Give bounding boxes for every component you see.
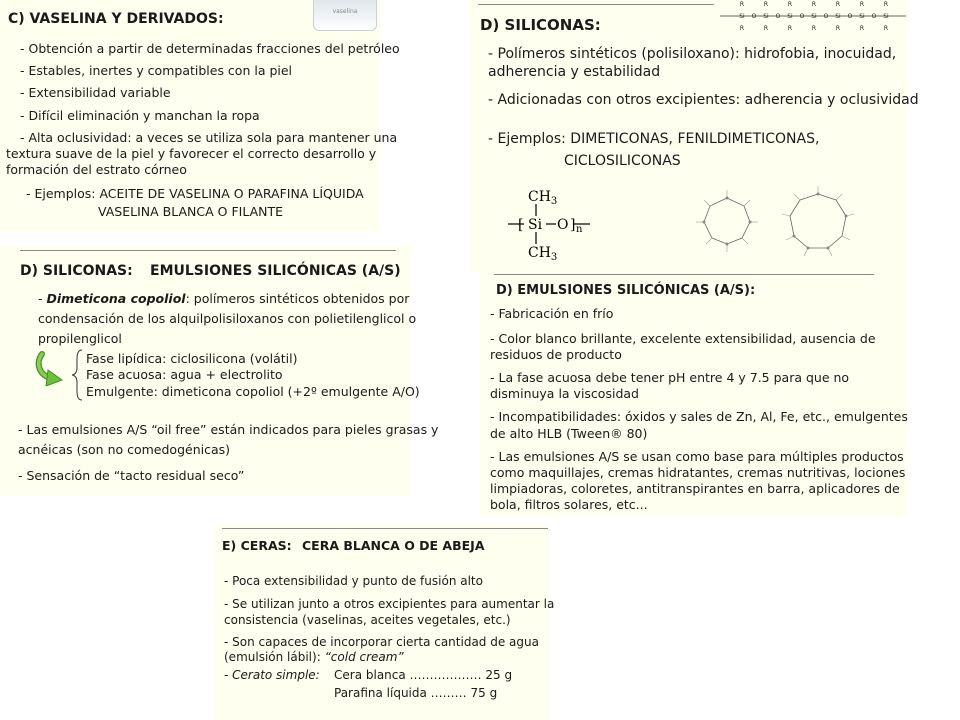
emul-item-11: bola, filtros solares, etc... — [490, 497, 648, 512]
chain-si: Si — [787, 13, 793, 20]
ceras-title: E) CERAS: — [222, 538, 292, 553]
chain-si: Si — [859, 13, 865, 20]
chain-r-bottom: R — [739, 25, 745, 32]
ceras-rule — [222, 528, 548, 529]
chain-r-bottom: R — [835, 25, 841, 32]
ceras-item-3: consistencia (vaselinas, aceites vegetales, etc.) — [224, 613, 511, 627]
chain-r-top: R — [835, 1, 841, 8]
vaselina-ejemplos-2: VASELINA BLANCA O FILANTE — [98, 204, 284, 219]
chain-r-top: R — [859, 1, 865, 8]
ceras-item-5 — [224, 649, 404, 666]
emul-item-10: limpiadoras, coloretes, antitranspirantes en barra, aplicadores de — [490, 481, 900, 496]
emulgente: Emulgente: dimeticona copoliol (+2º emulgente A/O) — [86, 384, 420, 399]
emul-item-5: disminuya la viscosidad — [490, 386, 639, 401]
chain-r-bottom: R — [811, 25, 817, 32]
vaselina-ejemplos: - Ejemplos: ACEITE DE VASELINA O PARAFINA LÍQUIDA — [26, 186, 364, 201]
siliconas-item-3: - Adicionadas con otros excipientes: adherencia y oclusividad — [488, 92, 919, 108]
siliconas-title: D) SILICONAS: — [480, 16, 601, 34]
panel-ceras — [214, 524, 555, 720]
bottle-label: vaselina — [332, 8, 358, 15]
cold-cream: “cold cream” — [324, 650, 404, 664]
panel-emulsiones-right — [480, 272, 908, 516]
panel-vaselina — [0, 0, 400, 232]
emul-item-9: como maquillajes, cremas hidratantes, cremas nutritivas, lociones — [490, 465, 906, 480]
emulsiones-left-title: D) SILICONAS: — [20, 263, 133, 279]
cerato-label: - Cerato simple: — [224, 668, 320, 682]
formula-o: O — [557, 217, 569, 233]
dimethicone-formula — [504, 184, 604, 264]
chain-r-top: R — [883, 1, 889, 8]
dimeticona-line: - Dimeticona copoliol: polímeros sintéticos obtenidos por — [38, 291, 410, 306]
tacto-line: - Sensación de “tacto residual seco” — [18, 468, 245, 483]
formula-bracket-right: ] — [570, 217, 576, 233]
chain-o: O — [847, 13, 853, 20]
ceras-item-5-text: (emulsión lábil): — [224, 650, 321, 664]
vaselina-item-3: - Extensibilidad variable — [20, 85, 171, 100]
ceras-subtitle: CERA BLANCA O DE ABEJA — [302, 538, 485, 553]
chain-si: Si — [883, 13, 889, 20]
chain-o: O — [799, 13, 805, 20]
siliconas-item-5: CICLOSILICONAS — [564, 153, 681, 169]
oil-free-line: - Las emulsiones A/S “oil free” están indicados para pieles grasas y — [18, 422, 439, 437]
dimeticona-label: Dimeticona copoliol — [46, 291, 186, 306]
formula-bottom: $CH_3$ — [528, 245, 558, 263]
fase-lipidica: Fase lipídica: ciclosilicona (volátil) — [86, 351, 298, 366]
oil-free-line-2: acnéicas (son no comedogénicas) — [18, 442, 231, 457]
emul-item-2: - Color blanco brillante, excelente extensibilidad, ausencia de — [490, 331, 876, 346]
siliconas-rule — [478, 4, 714, 5]
curved-arrow-icon — [34, 350, 68, 386]
vaselina-item-2: - Estables, inertes y compatibles con la piel — [20, 63, 293, 78]
siliconas-item-4: - Ejemplos: DIMETICONAS, FENILDIMETICONAS, — [488, 131, 820, 147]
formula-si: Si — [528, 217, 543, 233]
siliconas-item-1: - Polímeros sintéticos (polisiloxano): hidrofobia, inocuidad, — [488, 46, 897, 62]
formula-top: $CH_3$ — [528, 189, 558, 207]
cerato-line-2: Parafina líquida ……… 75 g — [334, 686, 498, 700]
emul-item-8: - Las emulsiones A/S se usan como base para múltiples productos — [490, 449, 904, 464]
ceras-item-1: - Poca extensibilidad y punto de fusión alto — [224, 574, 483, 588]
emul-item-1: - Fabricación en frío — [490, 306, 614, 321]
emulsiones-right-rule — [494, 274, 874, 275]
cyclosilicone-ring-1 — [692, 186, 762, 256]
chain-r-bottom: R — [787, 25, 793, 32]
formula-bracket-left: [ — [518, 217, 524, 233]
polysiloxane-chain-diagram — [718, 0, 908, 34]
vaselina-item-7: formación del estrato córneo — [6, 162, 187, 177]
chain-si: Si — [763, 13, 769, 20]
emul-item-3: residuos de producto — [490, 347, 622, 362]
ceras-item-2: - Se utilizan junto a otros excipientes para aumentar la — [224, 597, 555, 611]
vaselina-item-5: - Alta oclusividad: a veces se utiliza sola para mantener una — [20, 130, 398, 145]
vaselina-item-1: - Obtención a partir de determinadas fracciones del petróleo — [20, 41, 400, 56]
chain-si: Si — [835, 13, 841, 20]
vaselina-item-6: textura suave de la piel y favorecer el correcto desarrollo y — [6, 146, 377, 161]
emulsiones-right-title: D) EMULSIONES SILICÓNICAS (A/S): — [496, 283, 756, 298]
chain-r-top: R — [787, 1, 793, 8]
emul-item-4: - La fase acuosa debe tener pH entre 4 y 7.5 para que no — [490, 370, 850, 385]
chain-r-bottom: R — [763, 25, 769, 32]
emul-item-6: - Incompatibilidades: óxidos y sales de Zn, Al, Fe, etc., emulgentes — [490, 409, 908, 424]
emulsiones-left-subtitle: EMULSIONES SILICÓNICAS (A/S) — [150, 263, 401, 279]
dimeticona-text: : polímeros sintéticos obtenidos por — [185, 291, 410, 306]
chain-si: Si — [739, 13, 745, 20]
chain-o: O — [775, 13, 781, 20]
chain-o: O — [871, 13, 877, 20]
cyclosilicone-ring-2 — [780, 184, 856, 260]
chain-o: O — [823, 13, 829, 20]
chain-r-top: R — [739, 1, 745, 8]
cerato-line-1: Cera blanca ……………… 25 g — [334, 668, 513, 682]
brace-icon — [70, 348, 84, 402]
dimeticona-line-2: condensación de los alquilpolisiloxanos con polietilenglicol o — [38, 311, 417, 326]
siliconas-item-2: adherencia y estabilidad — [488, 64, 661, 80]
chain-r-top: R — [811, 1, 817, 8]
vaselina-item-4: - Difícil eliminación y manchan la ropa — [20, 108, 260, 123]
ceras-item-4: - Son capaces de incorporar cierta cantidad de agua — [224, 635, 539, 649]
emulsiones-left-rule — [20, 250, 396, 251]
chain-r-top: R — [763, 1, 769, 8]
chain-r-bottom: R — [883, 25, 889, 32]
chain-si: Si — [811, 13, 817, 20]
emul-item-7: de alto HLB (Tween® 80) — [490, 426, 648, 441]
panel-siliconas — [468, 0, 919, 272]
chain-o: O — [751, 13, 757, 20]
formula-n: n — [576, 224, 583, 235]
bottle-image — [313, 0, 377, 31]
dimeticona-line-3: propilenglicol — [38, 331, 122, 346]
chain-r-bottom: R — [859, 25, 865, 32]
fase-acuosa: Fase acuosa: agua + electrolito — [86, 367, 283, 382]
panel-emulsiones-left — [0, 246, 439, 496]
vaselina-title: C) VASELINA Y DERIVADOS: — [8, 11, 224, 27]
